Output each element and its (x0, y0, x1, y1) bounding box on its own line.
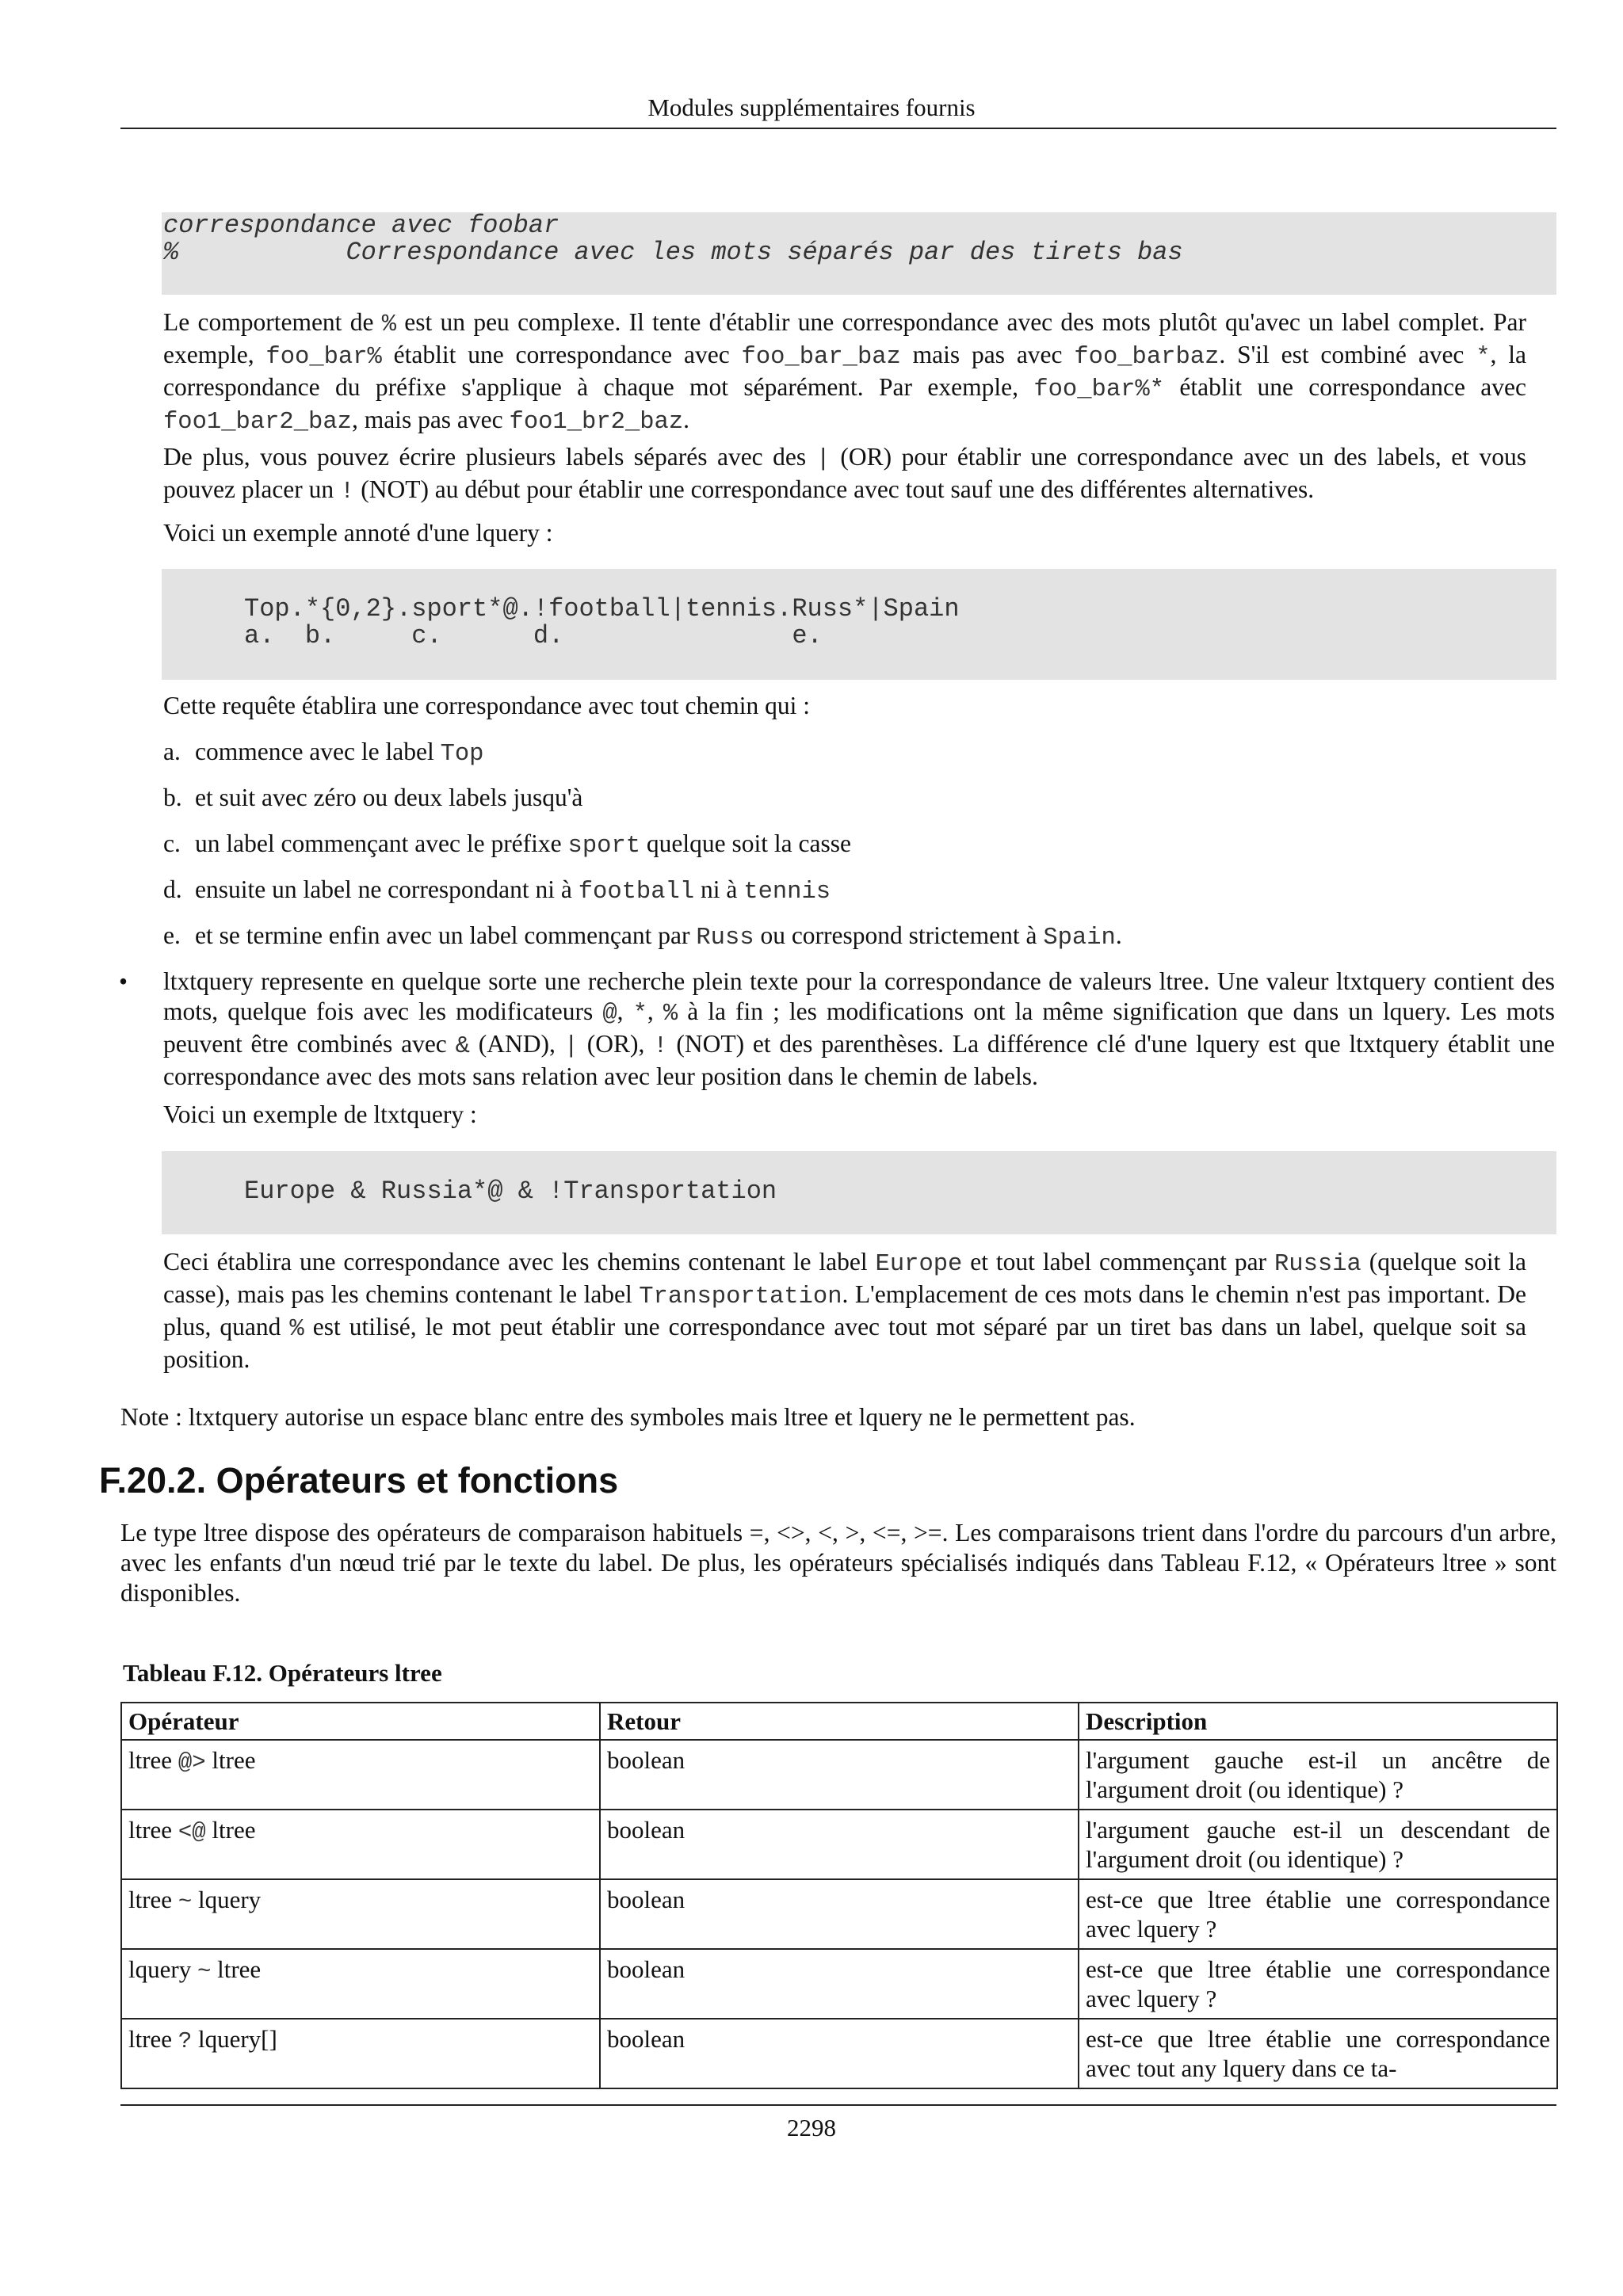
inline-code: tennis (743, 879, 831, 906)
description-cell: est-ce que ltree établie une correspondance avec tout any lquery dans ce ta- (1079, 2019, 1557, 2088)
inline-code: ! (653, 1033, 668, 1060)
list-item: c. un label commençant avec le préfixe sport quelque soit la casse (163, 830, 851, 860)
operator-cell: lquery ~ ltree (121, 1949, 600, 2019)
paragraph-lquery-example-intro: Voici un exemple annoté d'une lquery : (163, 519, 553, 547)
page-number: 2298 (787, 2114, 836, 2142)
code-line: Europe & Russia*@ & !Transportation (244, 1177, 777, 1206)
inline-code: % (663, 1001, 678, 1028)
bullet-icon: • (119, 967, 128, 995)
paragraph-query-explanation: Cette requête établira une correspondance avec tout chemin qui : (163, 692, 811, 719)
code-line: correspondance avec foobar (163, 211, 559, 240)
inline-code: foo1_bar2_baz (163, 409, 352, 436)
table-row (121, 1879, 1557, 1949)
list-item: a. commence avec le label Top (163, 738, 484, 768)
footer-rule (120, 2104, 1556, 2106)
inline-code: foo_bar% (265, 344, 382, 371)
operators-table (120, 1702, 1558, 2089)
annotated-list (163, 737, 1526, 967)
inline-code: Transportation (639, 1283, 842, 1310)
section-heading: F.20.2. Opérateurs et fonctions (99, 1460, 619, 1501)
paragraph-ltxtquery-example-intro: Voici un exemple de ltxtquery : (163, 1100, 477, 1128)
return-cell: boolean (600, 1740, 1079, 1810)
code-line: Top.*{0,2}.sport*@.!football|tennis.Russ*|Spain (244, 594, 960, 624)
inline-code: % (381, 311, 397, 338)
inline-code: * (1476, 344, 1491, 371)
inline-code: foo1_br2_baz (509, 409, 684, 436)
description-cell: est-ce que ltree établie une correspondance avec lquery ? (1079, 1949, 1557, 2019)
inline-code: % (289, 1316, 304, 1343)
operator-cell: ltree ~ lquery (121, 1879, 600, 1949)
column-header: Opérateur (121, 1703, 600, 1740)
inline-code: Spain (1043, 925, 1116, 952)
inline-code: Russ (696, 925, 754, 952)
code-block-lquery-example (162, 569, 1556, 680)
operator-cell: ltree ? lquery[] (121, 2019, 600, 2088)
list-item: e. et se termine enfin avec un label commençant par Russ ou correspond strictement à Spain. (163, 921, 1122, 952)
inline-code: Top (440, 741, 484, 768)
column-header: Retour (600, 1703, 1079, 1740)
code-block-lquery-modifiers (162, 212, 1556, 295)
inline-code: @ (602, 1001, 617, 1028)
description-cell: l'argument gauche est-il un ancêtre de l'argument droit (ou identique) ? (1079, 1740, 1557, 1810)
description-cell: est-ce que ltree établie une correspondance avec lquery ? (1079, 1879, 1557, 1949)
inline-code: sport (567, 833, 641, 860)
table-header-row (121, 1703, 1557, 1740)
inline-code: football (578, 879, 695, 906)
note-paragraph: Note : ltxtquery autorise un espace blanc entre des symboles mais ltree et lquery ne le permettent pas. (120, 1403, 1136, 1431)
table-row (121, 1740, 1557, 1810)
table-row (121, 1949, 1557, 2019)
code-block-ltxtquery-example (162, 1151, 1556, 1234)
code-line: % Correspondance avec les mots séparés par des tirets bas (163, 238, 1183, 267)
list-item: d. ensuite un label ne correspondant ni à football ni à tennis (163, 875, 831, 906)
inline-code: foo_bar%* (1033, 376, 1165, 403)
inline-code: ! (340, 479, 355, 505)
inline-code: | (815, 446, 831, 473)
inline-code: foo_barbaz (1074, 344, 1220, 371)
table-row (121, 1810, 1557, 1879)
return-cell: boolean (600, 1810, 1079, 1879)
running-header: Modules supplémentaires fournis (647, 93, 976, 121)
return-cell: boolean (600, 2019, 1079, 2088)
paragraph-percent-behaviour: Le comportement de % est un peu complexe. Il tente d'établir une correspondance avec des mots plutôt qu'avec un label complet. Par exemple, foo_bar% établit une correspondance avec foo_bar_baz mais pas avec foo_barbaz. S'il est combiné avec *, la correspondance du préfixe s'applique à chaque mot séparément. Par exemple, foo_bar%* établit une correspondance avec foo1_bar2_baz, mais pas avec foo1_br2_baz. (163, 308, 1526, 436)
table-caption: Tableau F.12. Opérateurs ltree (123, 1659, 442, 1687)
paragraph-or-not: De plus, vous pouvez écrire plusieurs labels séparés avec des | (OR) pour établir une correspondance avec un des labels, et vous pouvez placer un ! (NOT) au début pour établir une correspondance avec tout sauf une des différentes alternatives. (163, 443, 1526, 505)
paragraph-ltxtquery: ltxtquery represente en quelque sorte une recherche plein texte pour la correspondance de valeurs ltree. Une valeur ltxtquery contient des mots, quelque fois avec les modificateurs @, *, % à la fin ; les modifications ont la même signification que dans un lquery. Les mots peuvent être combinés avec & (AND), | (OR), ! (NOT) et des parenthèses. La différence clé d'une lquery est que ltxtquery établit une correspondance avec des mots sans relation avec leur position dans le chemin de labels. (163, 967, 1555, 1090)
inline-code: foo_bar_baz (741, 344, 901, 371)
table-row (121, 2019, 1557, 2088)
column-header: Description (1079, 1703, 1557, 1740)
section-intro-paragraph: Le type ltree dispose des opérateurs de comparaison habituels =, <>, <, >, <=, >=. Les comparaisons trient dans l'ordre du parcours d'un arbre, avec les enfants d'un nœud trié par le texte du label. De plus, les opérateurs spécialisés indiqués dans Tableau F.12, « Opérateurs ltree » sont disponibles. (120, 1519, 1556, 1607)
paragraph-ltxtquery-explanation: Ceci établira une correspondance avec les chemins contenant le label Europe et tout label commençant par Russia (quelque soit la casse), mais pas les chemins contenant le label Transportation. L'emplacement de ces mots dans le chemin n'est pas important. De plus, quand % est utilisé, le mot peut établir une correspondance avec tout mot séparé par un tiret bas dans un label, quelque soit sa position. (163, 1248, 1527, 1373)
inline-code: & (455, 1033, 470, 1060)
header-rule (120, 128, 1556, 129)
return-cell: boolean (600, 1879, 1079, 1949)
inline-code: * (632, 1001, 647, 1028)
return-cell: boolean (600, 1949, 1079, 2019)
inline-code: | (563, 1033, 579, 1060)
operator-cell: ltree @> ltree (121, 1740, 600, 1810)
description-cell: l'argument gauche est-il un descendant de l'argument droit (ou identique) ? (1079, 1810, 1557, 1879)
inline-code: Europe (875, 1251, 963, 1278)
operator-cell: ltree <@ ltree (121, 1810, 600, 1879)
list-item: b. et suit avec zéro ou deux labels jusqu'à (163, 784, 583, 811)
code-line: a. b. c. d. e. (244, 621, 823, 650)
inline-code: Russia (1274, 1251, 1361, 1278)
